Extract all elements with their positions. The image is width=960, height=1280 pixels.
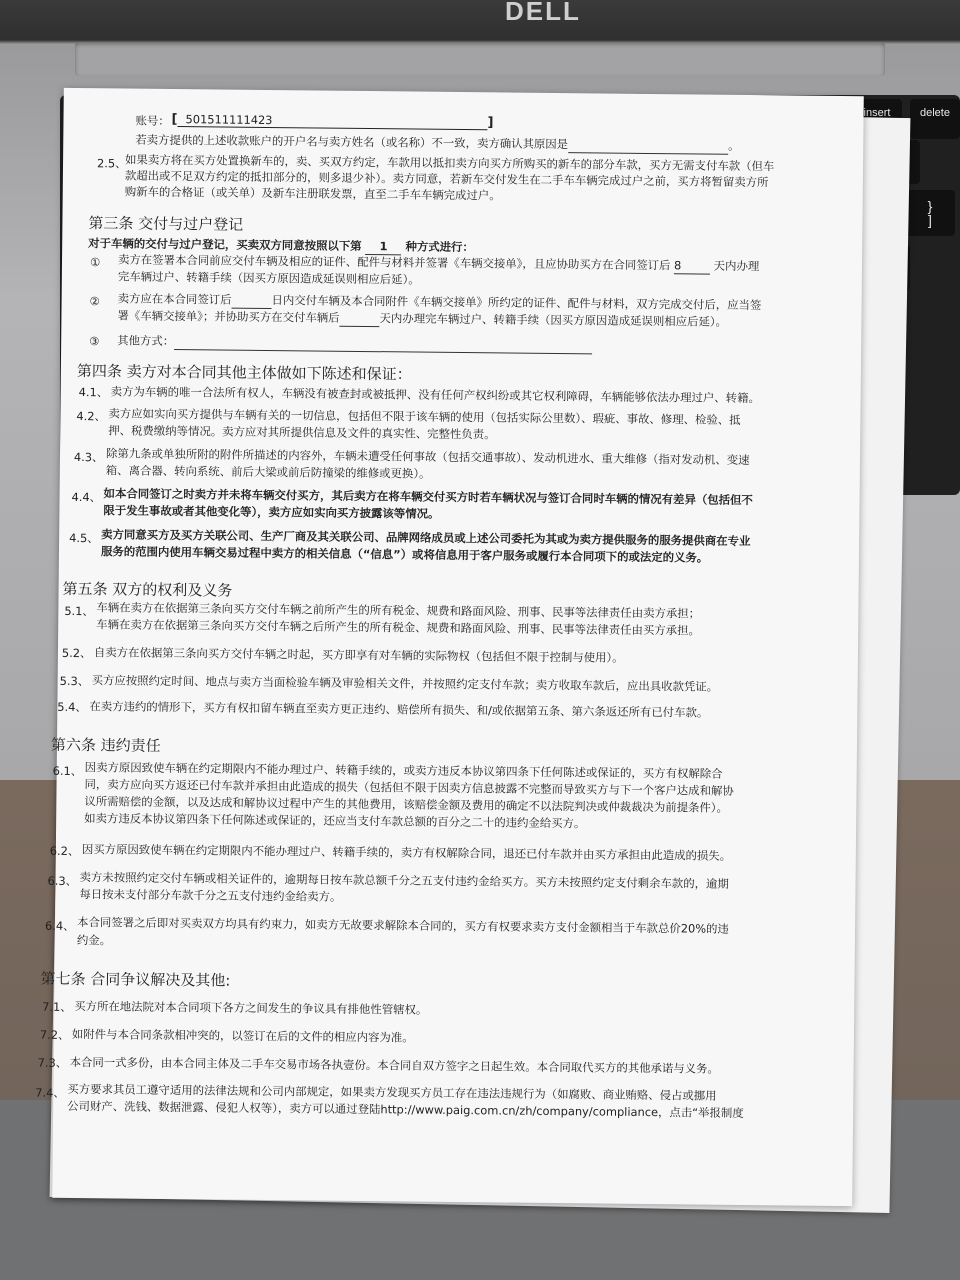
- section-3-title: 第三条 交付与过户登记: [88, 214, 244, 234]
- section-7-title: 第七条 合同争议解决及其他:: [40, 969, 231, 990]
- clause-7-2: 如附件与本合同条款相冲突的，以签订在后的文件的相应内容为准。: [71, 1026, 414, 1045]
- clause-4-3-line: 箱、离合器、转向系统、前后大梁或前后防撞梁的维修或更换）。: [105, 463, 431, 481]
- option-1-line: 卖方在签署本合同前应交付车辆及相应的证件、配件与材料并签署《车辆交接单》，且应协助买方在合同签订后 8 天内办理: [117, 252, 760, 274]
- clause-2-5-line: 款超出或不足双方约定的抵扣部分的，则多退少补）。卖方同意，若新车交付发生在二手车车辆完成过户之前，买方将暂留卖方所: [124, 168, 769, 190]
- section-3-intro: 对于车辆的交付与过户登记，买卖双方同意按照以下第 1 种方式进行：: [88, 236, 474, 255]
- clause-5-1-line: 车辆在卖方在依据第三条向买方交付车辆之后所产生的所有税金、规费和路面风险、刑事、民事等法律责任由买方承担。: [96, 617, 700, 638]
- clause-4-1: 卖方为车辆的唯一合法所有权人，车辆没有被查封或被抵押、没有任何产权纠纷或其它权利障碍，车辆能够依法办理过户、转籍。: [110, 384, 760, 406]
- clause-number: 5.1、: [64, 603, 94, 619]
- clause-4-4-line: 限于发生事故或者其他变化等），卖方应如实向买方披露该等情况。: [103, 503, 440, 521]
- option-3-line: 其他方式：: [117, 333, 592, 354]
- option-1-line: 完车辆过户、转籍手续（因买方原因造成延误则相应后延）。: [117, 269, 420, 287]
- clause-5-4: 在卖方违约的情形下，买方有权扣留车辆直至卖方更正违约、赔偿所有损失、和/或依据第五条、第六条返还所有已付车款。: [89, 699, 709, 720]
- account-label: 账号：: [135, 113, 170, 128]
- keyboard-key-delete: delete: [910, 99, 960, 139]
- clause-6-2: 因买方原因致使车辆在约定期限内不能办理过户、转籍手续的，卖方有权解除合同，退还已付车款并由买方承担由此造成的损失。: [81, 842, 732, 863]
- section-4-title: 第四条 卖方对本合同其他主体做如下陈述和保证：: [76, 361, 412, 384]
- clause-6-3-line: 每日按未支付部分车款千分之五支付违约金给卖方。: [79, 887, 342, 904]
- account-field: [ 501511111423 ]: [171, 111, 494, 131]
- clause-number: 5.2、: [61, 645, 92, 661]
- clause-number: 4.5、: [69, 530, 99, 546]
- keyboard-key-insert: insert: [852, 99, 902, 139]
- clause-7-4-line: 买方要求其员工遵守适用的法律法规和公司内部规定，如果卖方发现买方员工存在违法违规行为（如腐败、商业贿赂、侵占或挪用: [67, 1081, 717, 1103]
- clause-4-5-line: 服务的范围内使用车辆交易过程中卖方的相关信息（“信息”）或将信息用于客户服务或履行本合同项下的或法定的义务。: [100, 544, 709, 565]
- clause-number: 5.3、: [59, 673, 90, 689]
- clause-number: 7.3、: [37, 1055, 68, 1070]
- clause-number: 4.1、: [78, 385, 109, 400]
- contract-page: [35, 88, 864, 1206]
- clause-number: 6.2、: [49, 843, 80, 859]
- section-5-title: 第五条 双方的权利及义务: [62, 579, 233, 600]
- account-note: 若卖方提供的上述收款账户的开户名与卖方姓名（或名称）不一致，卖方确认其原因是 。: [135, 132, 740, 153]
- account-value: 501511111423: [185, 112, 273, 128]
- clause-4-5-line: 卖方同意买方及买方关联公司、生产厂商及其关联公司、品牌网络成员或上述公司委托为其或为卖方提供服务的服务提供商在专业: [101, 527, 751, 549]
- keyboard-key-bracket-right: } ]: [905, 190, 955, 236]
- clause-7-3: 本合同一式多份，由本合同主体及二手车交易市场各执壹份。本合同自双方签字之日起生效。本合同取代买方的其他承诺与义务。: [69, 1054, 719, 1076]
- clause-4-4-line: 如本合同签订之时卖方并未将车辆交付买方，其后卖方在将车辆交付买方时若车辆状况与签订合同时车辆的情况有差异（包括但不: [103, 486, 753, 508]
- clause-6-1-line: 议所需赔偿的金额，以及达成和解协议过程中产生的其他费用，该赔偿金额及费用的确定不以法院判决或仲裁裁决为前提条件）。: [84, 794, 728, 815]
- clause-number: 7.2、: [39, 1027, 70, 1042]
- clause-6-1-line: 因卖方原因致使车辆在约定期限内不能办理过户、转籍手续的，或卖方违反本协议第四条下任何陈述或保证的，买方有权解除合: [84, 760, 723, 781]
- clause-number: 6.3、: [47, 873, 78, 889]
- clause-7-4-line: 公司财产、洗钱、数据泄露、侵犯人权等），卖方可以通过登陆http://www.paig.com.cn/zh/company/compliance，点击“举报制度: [67, 1098, 744, 1121]
- clause-5-1-line: 车辆在卖方在依据第三条向买方交付车辆之前所产生的所有税金、规费和路面风险、刑事、民事等法律责任由卖方承担；: [96, 600, 701, 621]
- clause-number: 7.1、: [42, 999, 72, 1014]
- clause-number: 6.4、: [44, 918, 75, 933]
- clause-4-3-line: 除第九条或单独所附的附件所描述的内容外，车辆未遭受任何事故（包括交通事故）、发动机进水、重大维修（指对发动机、变速: [105, 446, 750, 468]
- clause-7-1: 买方所在地法院对本合同项下各方之间发生的争议具有排他性管辖权。: [74, 999, 428, 1017]
- option-3-marker: ③: [89, 334, 100, 349]
- clause-4-2-line: 押、税费缴纳等情况。卖方应对其所提供信息及文件的真实性、完整性负责。: [108, 423, 496, 442]
- clause-number: 7.4、: [35, 1085, 65, 1100]
- option-2-line: 卖方应在本合同签订后 日内交付车辆及本合同附件《车辆交接单》所约定的证件、配件与材料，双方完成交付后，应当签: [117, 291, 762, 313]
- clause-number: 4.2、: [76, 408, 106, 424]
- section-6-title: 第六条 违约责任: [50, 735, 161, 755]
- option-2-marker: ②: [89, 294, 100, 309]
- clause-6-4-line: 约金。: [76, 933, 112, 948]
- clause-number: 4.4、: [71, 489, 102, 505]
- clause-5-2: 自卖方在依据第三条向买方交付车辆之时起，买方即享有对车辆的实际物权（包括但不限于控制与使用）。: [93, 645, 624, 665]
- option-1-marker: ①: [89, 255, 101, 270]
- clause-5-3: 买方应按照约定时间、地点与卖方当面检验车辆及审验相关文件，并按照约定支付车款；卖方收取车款后，应出具收款凭证。: [91, 673, 719, 694]
- clause-6-4-line: 本合同签署之后即对买卖双方均具有约束力，如卖方无故要求解除本合同的，买方有权要求卖方支付金额相当于车款总价20%的违: [77, 915, 729, 936]
- clause-6-1-line: 同，卖方应向买方返还已付车款并承担由此造成的损失（包括但不限于因卖方信息披露不完整而导致买方与下一个客户达成和解协: [84, 777, 734, 798]
- option-2-line: 署《车辆交接单》；并协助买方在交付车辆后 天内办理完车辆过户、转籍手续（因买方原因造成延误则相应后延）。: [117, 308, 728, 329]
- clause-2-5-line: 如果卖方将在买方处置换新车的，卖、买双方约定，车款用以抵扣卖方向买方所购买的新车的部分车款，买方无需支付车款（但车: [125, 152, 775, 174]
- clause-number: 6.1、: [52, 763, 83, 779]
- clause-6-1-line: 如卖方违反本协议第四条下任何陈述或保证的，还应当支付车款总额的百分之二十的违约金给买方。: [84, 811, 586, 831]
- clause-2-5-line: 购新车的合格证（或关单）及新车注册联发票，直至二手车车辆完成过户。: [124, 184, 501, 203]
- clause-number: 5.4、: [57, 699, 87, 715]
- clause-6-3-line: 卖方未按照约定交付车辆或相关证件的，逾期每日按车款总额千分之五支付违约金给买方。买方未按照约定支付剩余车款的，逾期: [79, 870, 729, 891]
- laptop-hinge: [75, 42, 885, 76]
- clause-number: 2.5、: [96, 156, 127, 171]
- laptop-brand-logo: DELL: [505, 0, 581, 26]
- clause-number: 4.3、: [73, 449, 104, 465]
- clause-4-2-line: 卖方应如实向买方提供与车辆有关的一切信息，包括但不限于该车辆的使用（包括实际公里数）、瑕疵、事故、修理、检验、抵: [108, 406, 741, 427]
